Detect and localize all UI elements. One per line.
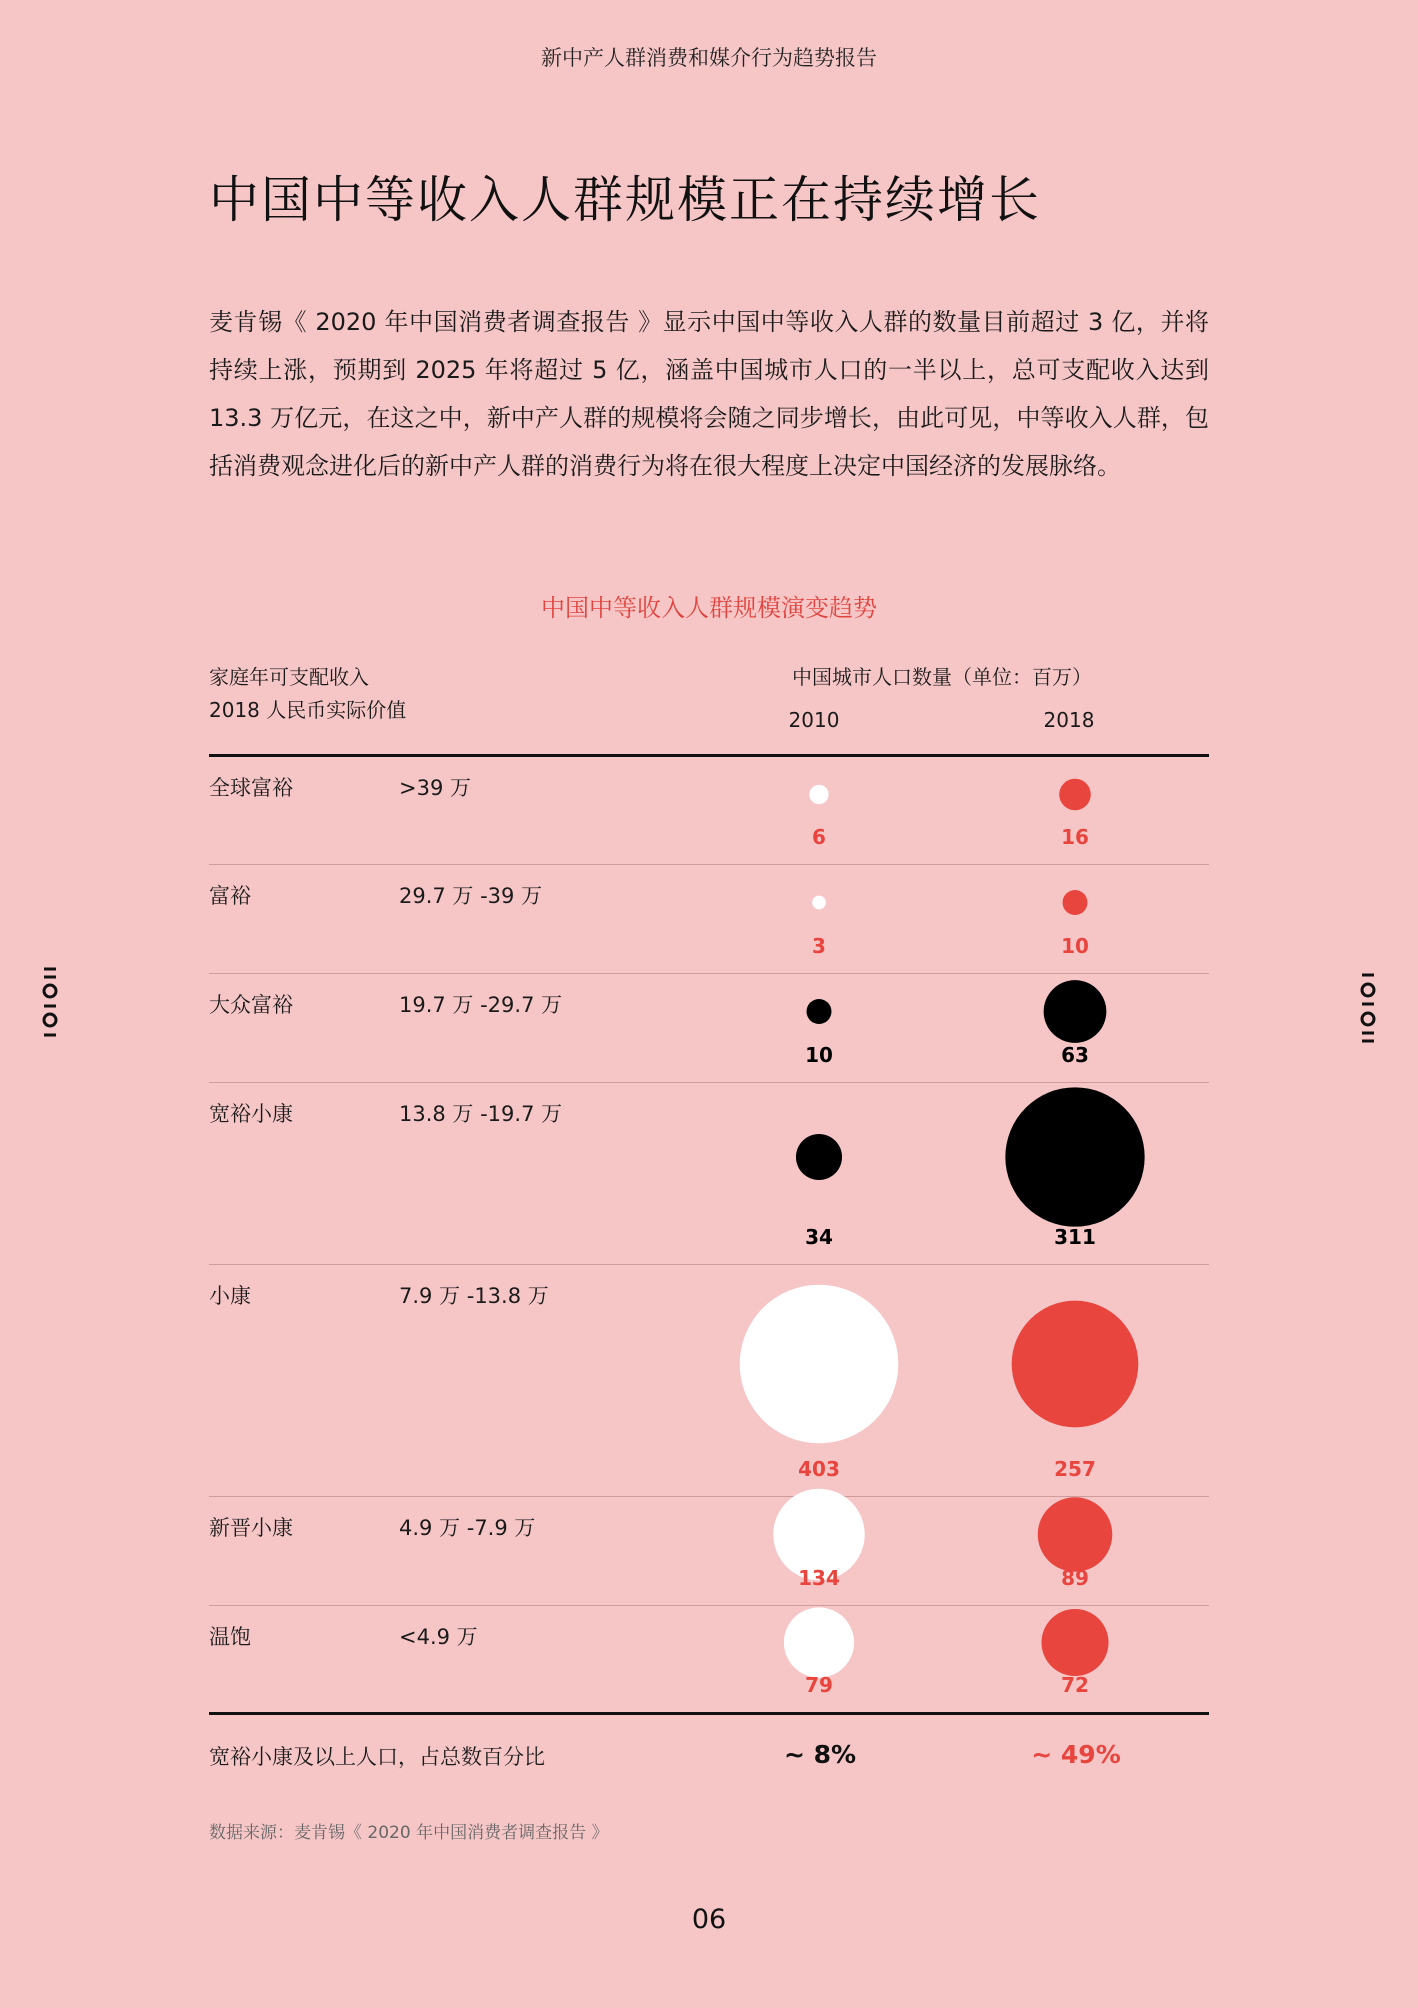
value-label-middle-2010: 403 [798, 1457, 840, 1481]
page-number: 06 [691, 1904, 727, 1935]
side-logo-right-icon [1356, 965, 1380, 1045]
value-label-mass-affluent-2010: 10 [805, 1043, 833, 1067]
income-range-upper-middle: 13.8 万 -19.7 万 [399, 1102, 563, 1126]
tier-label-upper-middle: 宽裕小康 [209, 1102, 293, 1126]
value-label-affluent-2018: 10 [1061, 934, 1089, 958]
row-header-line2: 2018 人民币实际价值 [209, 698, 407, 722]
tier-label-poor: 温饱 [209, 1625, 251, 1649]
page-title: 中国中等收入人群规模正在持续增长 [209, 171, 1041, 229]
summary-2010: ~ 8% [783, 1740, 857, 1769]
value-label-poor-2010: 79 [805, 1673, 833, 1697]
tier-label-global-affluent: 全球富裕 [209, 776, 293, 800]
bubble-poor-2018 [1041, 1609, 1108, 1676]
year-2018-label: 2018 [1043, 708, 1095, 732]
income-range-middle: 7.9 万 -13.8 万 [399, 1284, 549, 1308]
bubble-upper-middle-2010 [796, 1134, 842, 1180]
income-range-mass-affluent: 19.7 万 -29.7 万 [399, 993, 563, 1017]
bubble-middle-2018 [1012, 1301, 1139, 1428]
value-label-upper-middle-2010: 34 [805, 1225, 833, 1249]
data-source-note: 数据来源：麦肯锡《 2020 年中国消费者调查报告 》 [209, 1823, 609, 1843]
bubble-poor-2010 [784, 1607, 854, 1677]
bubble-affluent-2010 [812, 896, 826, 910]
bubble-middle-2010 [740, 1285, 899, 1444]
bubble-mass-affluent-2018 [1044, 980, 1107, 1043]
side-logo-left-icon [38, 965, 62, 1045]
value-label-upper-middle-2018: 311 [1054, 1225, 1096, 1249]
row-header-line1: 家庭年可支配收入 [209, 665, 369, 689]
summary-2018: ~ 49% [1031, 1740, 1121, 1769]
bubble-mass-affluent-2010 [807, 999, 832, 1024]
value-label-mass-affluent-2018: 63 [1061, 1043, 1089, 1067]
tier-label-affluent: 富裕 [209, 884, 251, 908]
value-label-global-affluent-2018: 16 [1061, 825, 1089, 849]
bubble-global-affluent-2010 [809, 785, 828, 804]
value-label-poor-2018: 72 [1061, 1673, 1089, 1697]
tier-label-mass-affluent: 大众富裕 [209, 993, 293, 1017]
value-label-emerging-middle-2010: 134 [798, 1566, 840, 1590]
bubble-upper-middle-2018 [1005, 1087, 1144, 1226]
intro-paragraph: 麦肯锡《 2020 年中国消费者调查报告 》显示中国中等收入人群的数量目前超过 3 亿，并将持续上涨，预期到 2025 年将超过 5 亿，涵盖中国城市人口的一半以上，总可支配收入达到 13.3 万亿元，在这之中，新中产人群的规模将会随之同步增长，由此可见，中等收入人群，包括消费观念进化后的新中产人群的消费行为将在很大程度上决定中国经济的发展脉络。 [209, 308, 1209, 480]
bubble-global-affluent-2018 [1059, 779, 1091, 811]
value-label-middle-2018: 257 [1054, 1457, 1096, 1481]
income-range-emerging-middle: 4.9 万 -7.9 万 [399, 1516, 536, 1540]
tier-label-emerging-middle: 新晋小康 [209, 1516, 293, 1540]
value-label-affluent-2010: 3 [812, 934, 826, 958]
value-label-global-affluent-2010: 6 [812, 825, 826, 849]
income-range-poor: <4.9 万 [399, 1625, 478, 1649]
bubble-affluent-2018 [1063, 890, 1088, 915]
chart-title: 中国中等收入人群规模演变趋势 [541, 594, 877, 622]
tier-label-middle: 小康 [209, 1284, 251, 1308]
year-2010-label: 2010 [788, 708, 840, 732]
income-range-global-affluent: >39 万 [399, 776, 471, 800]
value-label-emerging-middle-2018: 89 [1061, 1566, 1089, 1590]
summary-label: 宽裕小康及以上人口，占总数百分比 [209, 1745, 545, 1769]
income-range-affluent: 29.7 万 -39 万 [399, 884, 543, 908]
bubble-emerging-middle-2018 [1038, 1497, 1113, 1572]
running-header: 新中产人群消费和媒介行为趋势报告 [541, 46, 877, 70]
value-header: 中国城市人口数量（单位：百万） [792, 665, 1092, 689]
